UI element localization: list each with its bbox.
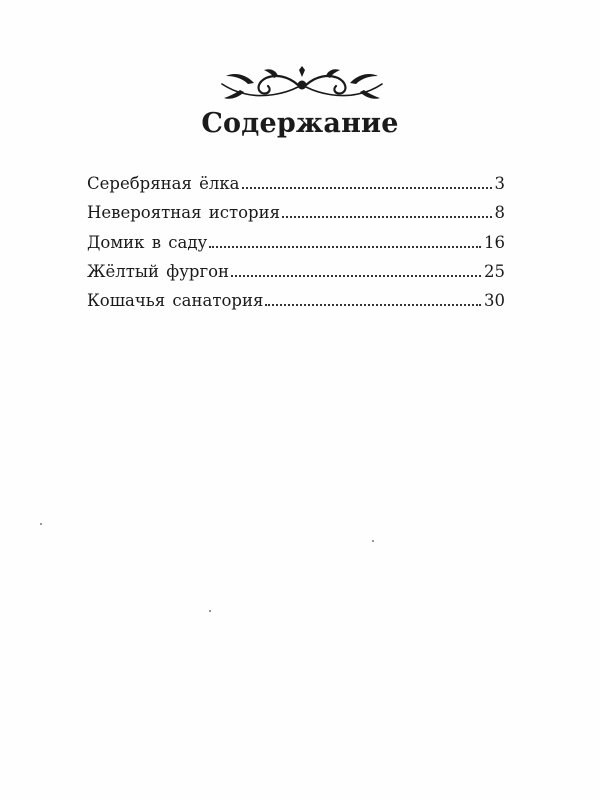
print-speck	[372, 540, 374, 542]
floral-flourish-icon	[218, 64, 386, 104]
toc-entry-title: Невероятная история	[87, 203, 280, 223]
toc-entry-page: 8	[494, 203, 505, 223]
dot-leader	[265, 304, 481, 306]
print-speck	[40, 523, 42, 525]
toc-entry-title: Жёлтый фургон	[87, 261, 230, 281]
toc-entry	[87, 203, 505, 232]
toc-entry	[87, 174, 505, 203]
print-speck	[209, 610, 211, 612]
toc-entry-title: Кошачья санатория	[87, 291, 264, 311]
table-of-contents	[87, 174, 505, 320]
toc-entry-title: Домик в саду	[87, 232, 208, 252]
page-title: Содержание	[201, 108, 399, 139]
toc-entry	[87, 233, 505, 262]
toc-entry-page: 25	[484, 261, 505, 281]
toc-entry	[87, 262, 505, 291]
toc-entry-page: 16	[484, 232, 505, 252]
dot-leader	[209, 246, 481, 248]
toc-entry-page: 3	[494, 174, 505, 193]
dot-leader	[242, 187, 492, 189]
toc-entry	[87, 291, 505, 320]
dot-leader	[282, 216, 492, 218]
dot-leader	[231, 275, 481, 277]
toc-entry-title: Серебряная ёлка	[87, 174, 240, 193]
toc-entry-page: 30	[484, 291, 505, 311]
